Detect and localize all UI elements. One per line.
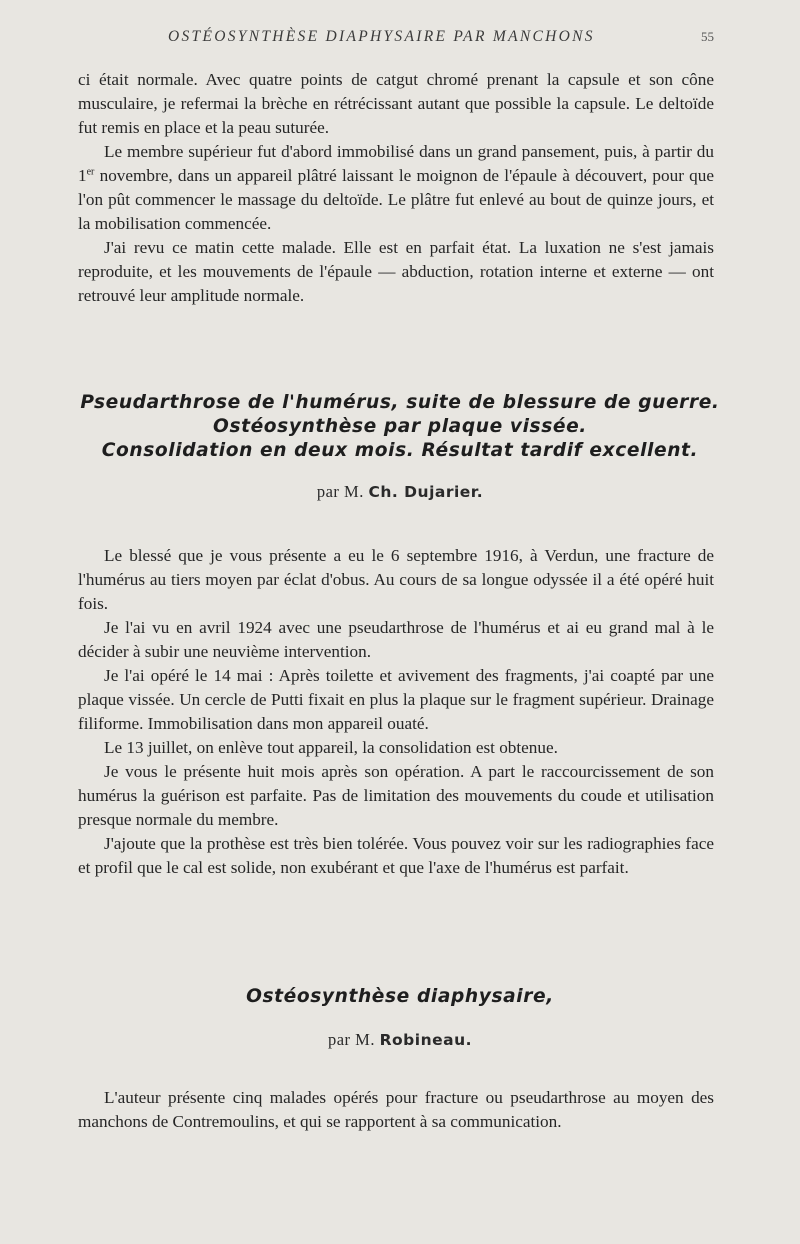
byline: [0, 482, 800, 502]
paragraph: Je l'ai opéré le 14 mai : Après toilette et avivement des fragments, j'ai coapté par une plaque vissée. Un cercle de Putti fixait en plus la plaque sur le fragment supérieur. Drainage filiforme. Immobilisation dans mon appareil ouaté.: [78, 666, 714, 733]
byline-prefix: par M.: [327, 1030, 375, 1049]
paragraph-text: novembre, dans un appareil plâtré laissant le moignon de l'épaule à découvert, pour que l'on pût commencer le massage du deltoïde. Le plâtre fut enlevé au bout de quinze jours, et la mobilisation commencée.: [78, 166, 714, 233]
section-body: [78, 544, 714, 880]
section-heading: [60, 391, 740, 463]
byline: [0, 1030, 800, 1050]
paragraph: Le 13 juillet, on enlève tout appareil, la consolidation est obtenue.: [104, 738, 558, 757]
author-name: Robineau.: [379, 1031, 473, 1049]
paragraph: Je l'ai vu en avril 1924 avec une pseudarthrose de l'humérus et ai eu grand mal à le décider à subir une neuvième intervention.: [78, 618, 714, 661]
running-title: OSTÉOSYNTHÈSE DIAPHYSAIRE PAR MANCHONS: [168, 28, 595, 45]
running-header: [0, 28, 800, 50]
section-body: [78, 1086, 714, 1134]
heading-line: Consolidation en deux mois. Résultat tardif excellent.: [101, 440, 699, 461]
heading-line: Pseudarthrose de l'humérus, suite de blessure de guerre.: [80, 392, 720, 413]
paragraph: J'ajoute que la prothèse est très bien tolérée. Vous pouvez voir sur les radiographies face et profil que le cal est solide, non exubérant et que l'axe de l'humérus est parfait.: [78, 834, 714, 877]
paragraph: ci était normale. Avec quatre points de catgut chromé prenant la capsule et son cône musculaire, je refermai la brèche en rétrécissant autant que possible la capsule. Le deltoïde fut remis en place et la peau suturée.: [78, 70, 714, 137]
paragraph: Je vous le présente huit mois après son opération. A part le raccourcissement de son humérus la guérison est parfaite. Pas de limitation des mouvements du coude et utilisation presque normale du membre.: [78, 762, 714, 829]
page-number: 55: [701, 29, 714, 44]
continued-text: [78, 68, 714, 308]
author-name: Ch. Dujarier.: [368, 483, 484, 501]
paragraph: L'auteur présente cinq malades opérés pour fracture ou pseudarthrose au moyen des manchons de Contremoulins, et qui se rapportent à sa communication.: [78, 1088, 714, 1131]
heading-line: Ostéosynthèse par plaque vissée.: [213, 416, 587, 437]
section-heading: Ostéosynthèse diaphysaire,: [246, 986, 554, 1007]
paragraph: J'ai revu ce matin cette malade. Elle est en parfait état. La luxation ne s'est jamais reproduite, et les mouvements de l'épaule — abduction, rotation interne et externe — ont retrouvé leur amplitude normale.: [78, 238, 714, 305]
superscript: er: [86, 166, 95, 178]
paragraph: [78, 140, 714, 236]
paragraph: Le blessé que je vous présente a eu le 6 septembre 1916, à Verdun, une fracture de l'humérus au tiers moyen par éclat d'obus. Au cours de sa longue odyssée il a été opéré huit fois.: [78, 546, 714, 613]
paragraph-text: Le membre supérieur fut d'abord immobilisé dans un grand pansement, puis, à partir du 1: [78, 142, 714, 185]
byline-prefix: par M.: [316, 482, 364, 501]
